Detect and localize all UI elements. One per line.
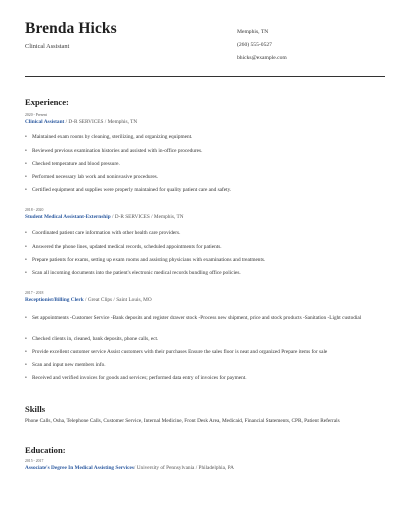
skills-list: Phone Calls, Osha, Telephone Calls, Customer Service, Internal Medicine, Front Desk Area, Medicaid, Financial Statements, CPR, Patient Referrals bbox=[25, 418, 340, 424]
job-employer: / Great Clips / Saint Louis, MO bbox=[83, 297, 152, 303]
list-item: • Provide excellent customer service Assist customers with their purchases Ensure the sales floor is neat and organized Prepare items for sale bbox=[25, 349, 327, 355]
degree-title: Associate's Degree In Medical Assisting Services bbox=[25, 465, 134, 471]
contact-phone: (260) 555-0527 bbox=[237, 42, 272, 48]
list-item: • Scan all incoming documents into the patient's electronic medical records bundling office policies. bbox=[25, 270, 241, 276]
education-heading: Education: bbox=[25, 445, 66, 455]
job-dates: 2017 - 2018 bbox=[25, 291, 44, 295]
education-header bbox=[25, 465, 234, 471]
list-item: • Maintained exam rooms by cleaning, sterilizing, and organizing equipment. bbox=[25, 134, 192, 140]
experience-heading: Experience: bbox=[25, 97, 69, 107]
job-title: Student Medical Assistant-Externship bbox=[25, 214, 111, 220]
list-item: • Reviewed previous examination histories and assisted with in-office procedures. bbox=[25, 148, 202, 154]
job-dates: 2020 - Present bbox=[25, 113, 47, 117]
job-employer: / D-R SERVICES / Memphis, TN bbox=[110, 214, 184, 220]
job-dates: 2018 - 2020 bbox=[25, 208, 44, 212]
contact-email: bhicks@example.com bbox=[237, 55, 287, 61]
skills-heading: Skills bbox=[25, 404, 46, 414]
job-title: Clinical Assistant bbox=[25, 119, 65, 125]
job-title: Receptionist/Billing Clerk bbox=[25, 297, 84, 303]
job-header bbox=[25, 297, 152, 303]
list-item: • Performed necessary lab work and noninvasive procedures. bbox=[25, 174, 158, 180]
job-header bbox=[25, 214, 184, 220]
list-item: • Received and verified invoices for goods and services; performed data entry of invoices for payment. bbox=[25, 375, 247, 381]
candidate-title: Clinical Assistant bbox=[25, 43, 70, 50]
contact-location: Memphis, TN bbox=[237, 29, 269, 35]
header-divider bbox=[25, 76, 385, 77]
list-item: • Certified equipment and supplies were properly maintained for quality patient care and safety. bbox=[25, 187, 231, 193]
list-item: • Checked temperature and blood pressure. bbox=[25, 161, 120, 167]
candidate-name: Brenda Hicks bbox=[25, 20, 117, 37]
list-item: • Answered the phone lines, updated medical records, scheduled appointments for patients. bbox=[25, 244, 222, 250]
list-item: • Scan and input new members info. bbox=[25, 362, 106, 368]
list-item: • Checked clients in, cleaned, bank deposits, phone calls, ect. bbox=[25, 336, 158, 342]
school-info: / University of Pennsylvania / Philadelphia, PA bbox=[133, 465, 234, 471]
list-item: • Coordinated patient care information with other health care providers. bbox=[25, 230, 180, 236]
job-employer: / D-R SERVICES / Memphis, TN bbox=[64, 119, 138, 125]
job-header bbox=[25, 119, 137, 125]
list-item: • Prepare patients for exams, setting up exam rooms and assisting physicians with examinations and treatments. bbox=[25, 257, 265, 263]
education-dates: 2015 - 2017 bbox=[25, 459, 44, 463]
list-item: • Set appointments -Customer Service -Bank deposits and register drawer stock -Process new shipment, price and stock products -Sanitation -Light custodial bbox=[25, 315, 361, 321]
